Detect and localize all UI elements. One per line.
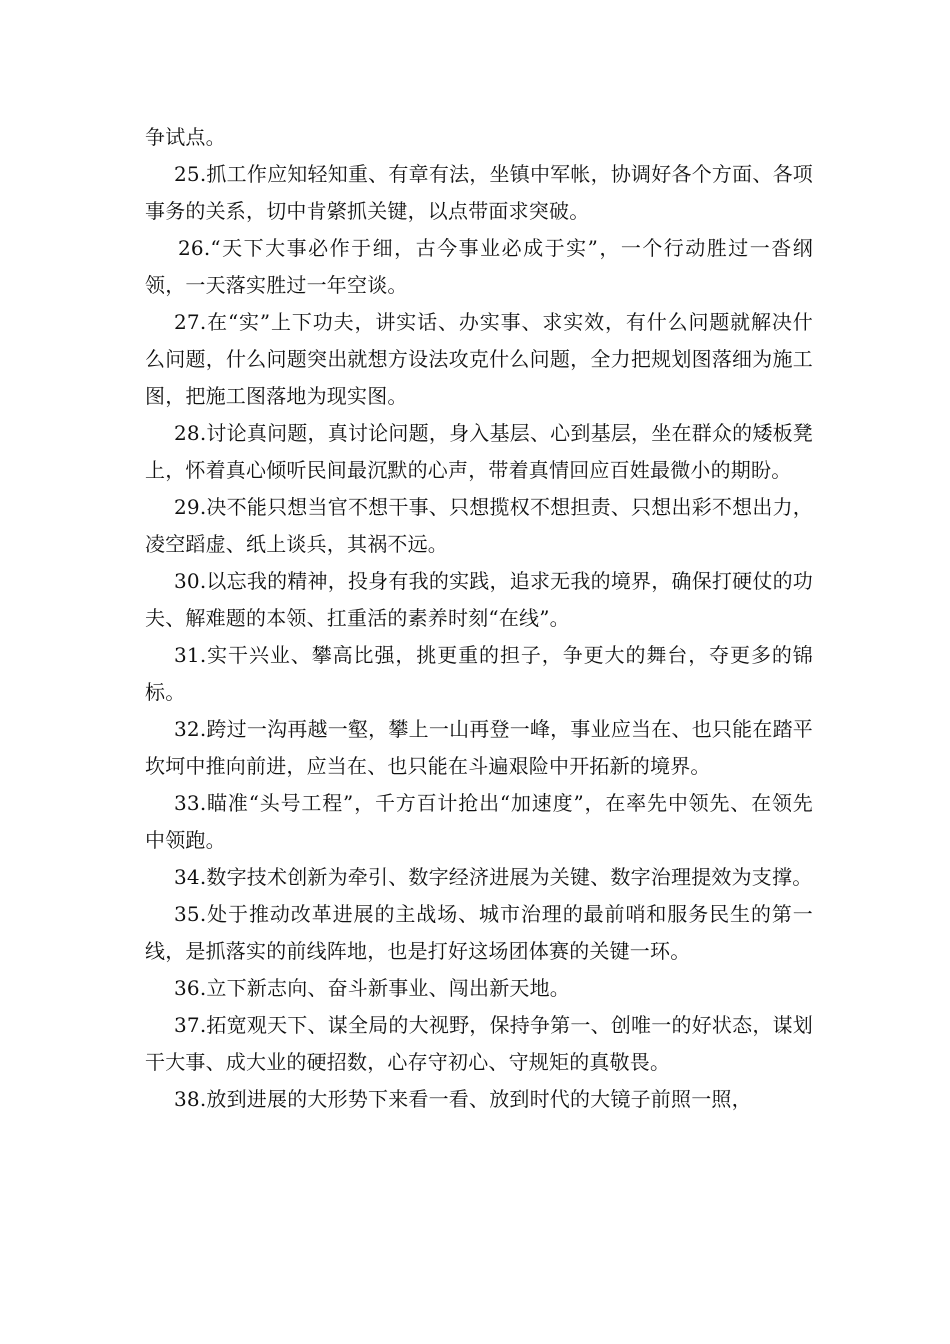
paragraph-25: 25.抓工作应知轻知重、有章有法，坐镇中军帐，协调好各个方面、各项事务的关系，切中肯綮抓关键，以点带面求突破。 [145, 162, 813, 223]
document-body [145, 119, 813, 1118]
paragraph-26: 26.“天下大事必作于细，古今事业必成于实”，一个行动胜过一沓纲领，一天落实胜过一年空谈。 [145, 236, 813, 297]
paragraph-38: 38.放到进展的大形势下来看一看、放到时代的大镜子前照一照， [174, 1087, 752, 1111]
paragraph-30: 30.以忘我的精神，投身有我的实践，追求无我的境界，确保打硬仗的功夫、解难题的本领、扛重活的素养时刻“在线”。 [145, 569, 813, 630]
paragraph-32: 32.跨过一沟再越一壑，攀上一山再登一峰，事业应当在、也只能在踏平坎坷中推向前进，应当在、也只能在斗遍艰险中开拓新的境界。 [145, 717, 813, 778]
paragraph-28: 28.讨论真问题，真讨论问题，身入基层、心到基层，坐在群众的矮板凳上，怀着真心倾听民间最沉默的心声，带着真情回应百姓最微小的期盼。 [145, 421, 813, 482]
paragraph-34: 34.数字技术创新为牵引、数字经济进展为关键、数字治理提效为支撑。 [174, 865, 813, 889]
paragraph-36: 36.立下新志向、奋斗新事业、闯出新天地。 [174, 976, 571, 1000]
paragraph-33: 33.瞄准“头号工程”，千方百计抢出“加速度”，在率先中领先、在领先中领跑。 [145, 791, 813, 852]
paragraph-27: 27.在“实”上下功夫，讲实话、办实事、求实效，有什么问题就解决什么问题，什么问题突出就想方设法攻克什么问题，全力把规划图落细为施工图，把施工图落地为现实图。 [145, 310, 813, 408]
paragraph-35: 35.处于推动改革进展的主战场、城市治理的最前哨和服务民生的第一线，是抓落实的前线阵地，也是打好这场团体赛的关键一环。 [145, 902, 813, 963]
paragraph-29: 29.决不能只想当官不想干事、只想揽权不想担责、只想出彩不想出力，凌空蹈虚、纸上谈兵，其祸不远。 [145, 495, 813, 556]
paragraph-continued: 争试点。 [145, 125, 226, 149]
paragraph-37: 37.拓宽观天下、谋全局的大视野，保持争第一、创唯一的好状态，谋划干大事、成大业的硬招数，心存守初心、守规矩的真敬畏。 [145, 1013, 813, 1074]
paragraph-31: 31.实干兴业、攀高比强，挑更重的担子，争更大的舞台，夺更多的锦标。 [145, 643, 813, 704]
